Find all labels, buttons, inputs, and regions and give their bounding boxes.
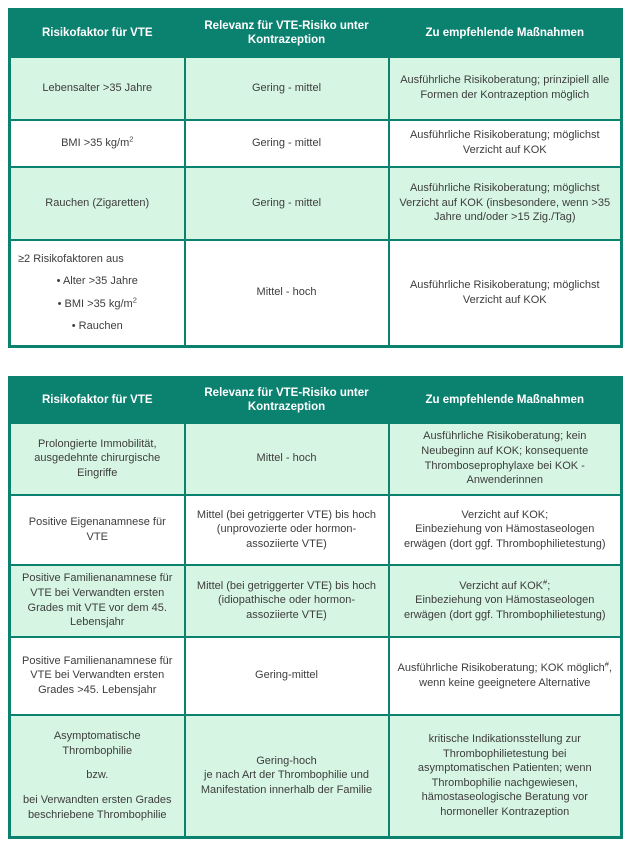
superscript: #	[543, 577, 548, 587]
table-row	[10, 240, 622, 347]
table-cell	[389, 120, 622, 167]
cell-text: Lebensalter >35 Jahre	[42, 81, 153, 94]
cell-text: je nach Art der Thrombophilie und Manifestation innerhalb der Familie	[200, 769, 373, 796]
table-cell	[10, 240, 185, 347]
vte-risk-table-secondary	[8, 376, 623, 839]
table-cell	[10, 715, 185, 838]
cell-text: bei Verwandten ersten Grades beschriebene Thrombophilie	[22, 794, 172, 821]
cell-text: Ausführliche Risikoberatung; KOK möglich#, wenn keine geeignetere Alternative	[397, 659, 612, 689]
table-cell	[389, 565, 622, 637]
cell-text: Mittel (bei getriggerter VTE) bis hoch (unprovozierte oder hormon-assoziierte VTE)	[196, 508, 377, 550]
table-cell	[185, 167, 389, 240]
table-cell	[185, 120, 389, 167]
cell-text: Gering - mittel	[251, 81, 322, 94]
table-cell	[10, 57, 185, 120]
cell-text: Mittel - hoch	[256, 286, 317, 299]
cell-text: Positive Familienanamnese für VTE bei Verwandten ersten Grades mit VTE vor dem 45. Lebensjahr	[22, 572, 173, 629]
table-row	[10, 57, 622, 120]
table-row	[10, 565, 622, 637]
cell-text: Gering-mittel	[255, 669, 318, 682]
cell-text: Ausführliche Risikoberatung; kein Neubeginn auf KOK; konsequente Thromboseprophylaxe bei KOK -Anwenderinnen	[421, 430, 589, 487]
table-cell	[10, 495, 185, 565]
table-cell	[185, 565, 389, 637]
superscript: #	[604, 659, 609, 669]
cell-text: Asymptomatische Thrombophilie	[53, 730, 141, 757]
cell-text: • BMI >35 $kg/m^2$	[57, 295, 137, 310]
column-header: Relevanz für VTE-Risiko unter Kontrazeption	[185, 10, 389, 57]
column-header: Zu empfehlende Maßnahmen	[389, 378, 622, 423]
cell-text: Einbeziehung von Hämostaseologen erwägen (dort ggf. Thrombophilietestung)	[403, 594, 606, 621]
cell-text: ≥2 Risikofaktoren aus	[18, 252, 124, 265]
cell-text: Verzicht auf KOK#;	[459, 577, 551, 592]
table-cell	[389, 240, 622, 347]
cell-text: • Alter >35 Jahre	[56, 275, 138, 288]
table-row	[10, 167, 622, 240]
table-cell	[185, 495, 389, 565]
vte-risk-table-primary	[8, 8, 623, 348]
column-header: Zu empfehlende Maßnahmen	[389, 10, 622, 57]
cell-text: • Rauchen	[71, 320, 123, 333]
table-cell	[10, 120, 185, 167]
table-header	[10, 378, 622, 423]
cell-text: Positive Familienanamnese für VTE bei Verwandten ersten Grades >45. Lebensjahr	[22, 654, 173, 696]
table-cell	[389, 57, 622, 120]
table-row	[10, 715, 622, 838]
cell-text: Ausführliche Risikoberatung; möglichst Verzicht auf KOK	[409, 129, 600, 156]
cell-text: Gering - mittel	[251, 136, 322, 149]
table-cell	[185, 715, 389, 838]
table-cell	[185, 57, 389, 120]
cell-text: Ausführliche Risikoberatung; prinzipiell alle Formen der Kontrazeption möglich	[400, 74, 610, 101]
column-header: Risikofaktor für VTE	[10, 378, 185, 423]
table-cell	[389, 423, 622, 495]
cell-text: Gering - mittel	[251, 196, 322, 209]
table-cell	[389, 167, 622, 240]
table-cell	[389, 637, 622, 715]
table-cell	[10, 637, 185, 715]
cell-text: Ausführliche Risikoberatung; möglichst Verzicht auf KOK	[409, 279, 600, 306]
table-row	[10, 423, 622, 495]
column-header: Risikofaktor für VTE	[10, 10, 185, 57]
table-row	[10, 120, 622, 167]
table-cell	[10, 423, 185, 495]
cell-text: BMI >35 $kg/m^2$	[61, 134, 134, 149]
table-cell	[389, 715, 622, 838]
cell-text: Einbeziehung von Hämostaseologen erwägen (dort ggf. Thrombophilietestung)	[403, 523, 606, 550]
cell-text: Prolongierte Immobilität, ausgedehnte chirurgische Eingriffe	[34, 437, 161, 479]
table-cell	[10, 565, 185, 637]
table-header	[10, 10, 622, 57]
superscript: 2	[132, 295, 137, 305]
cell-text: Ausführliche Risikoberatung; möglichst Verzicht auf KOK (insbesondere, wenn >35 Jahre und/oder >15 Zig./Tag)	[399, 182, 611, 224]
cell-text: bzw.	[86, 769, 109, 782]
table-cell	[185, 637, 389, 715]
table-row	[10, 637, 622, 715]
cell-text: Rauchen (Zigaretten)	[45, 196, 150, 209]
cell-text: Verzicht auf KOK;	[461, 508, 549, 521]
superscript: 2	[129, 134, 134, 144]
table-row	[10, 495, 622, 565]
table-cell	[185, 240, 389, 347]
cell-text: Mittel - hoch	[256, 452, 317, 465]
cell-text: Mittel (bei getriggerter VTE) bis hoch (idiopathische oder hormon-assoziierte VTE)	[196, 579, 377, 621]
cell-text: kritische Indikationsstellung zur Thrombophilietestung bei asymptomatischen Patienten; wenn Thrombophilie nachgewiesen, hämostaseologische Beratung vor hormoneller Kontrazeption	[417, 733, 592, 818]
table-cell	[185, 423, 389, 495]
cell-text: Gering-hoch	[256, 754, 317, 767]
cell-text: Positive Eigenanamnese für VTE	[28, 515, 166, 543]
table-cell	[389, 495, 622, 565]
table-cell	[10, 167, 185, 240]
column-header: Relevanz für VTE-Risiko unter Kontrazeption	[185, 378, 389, 423]
